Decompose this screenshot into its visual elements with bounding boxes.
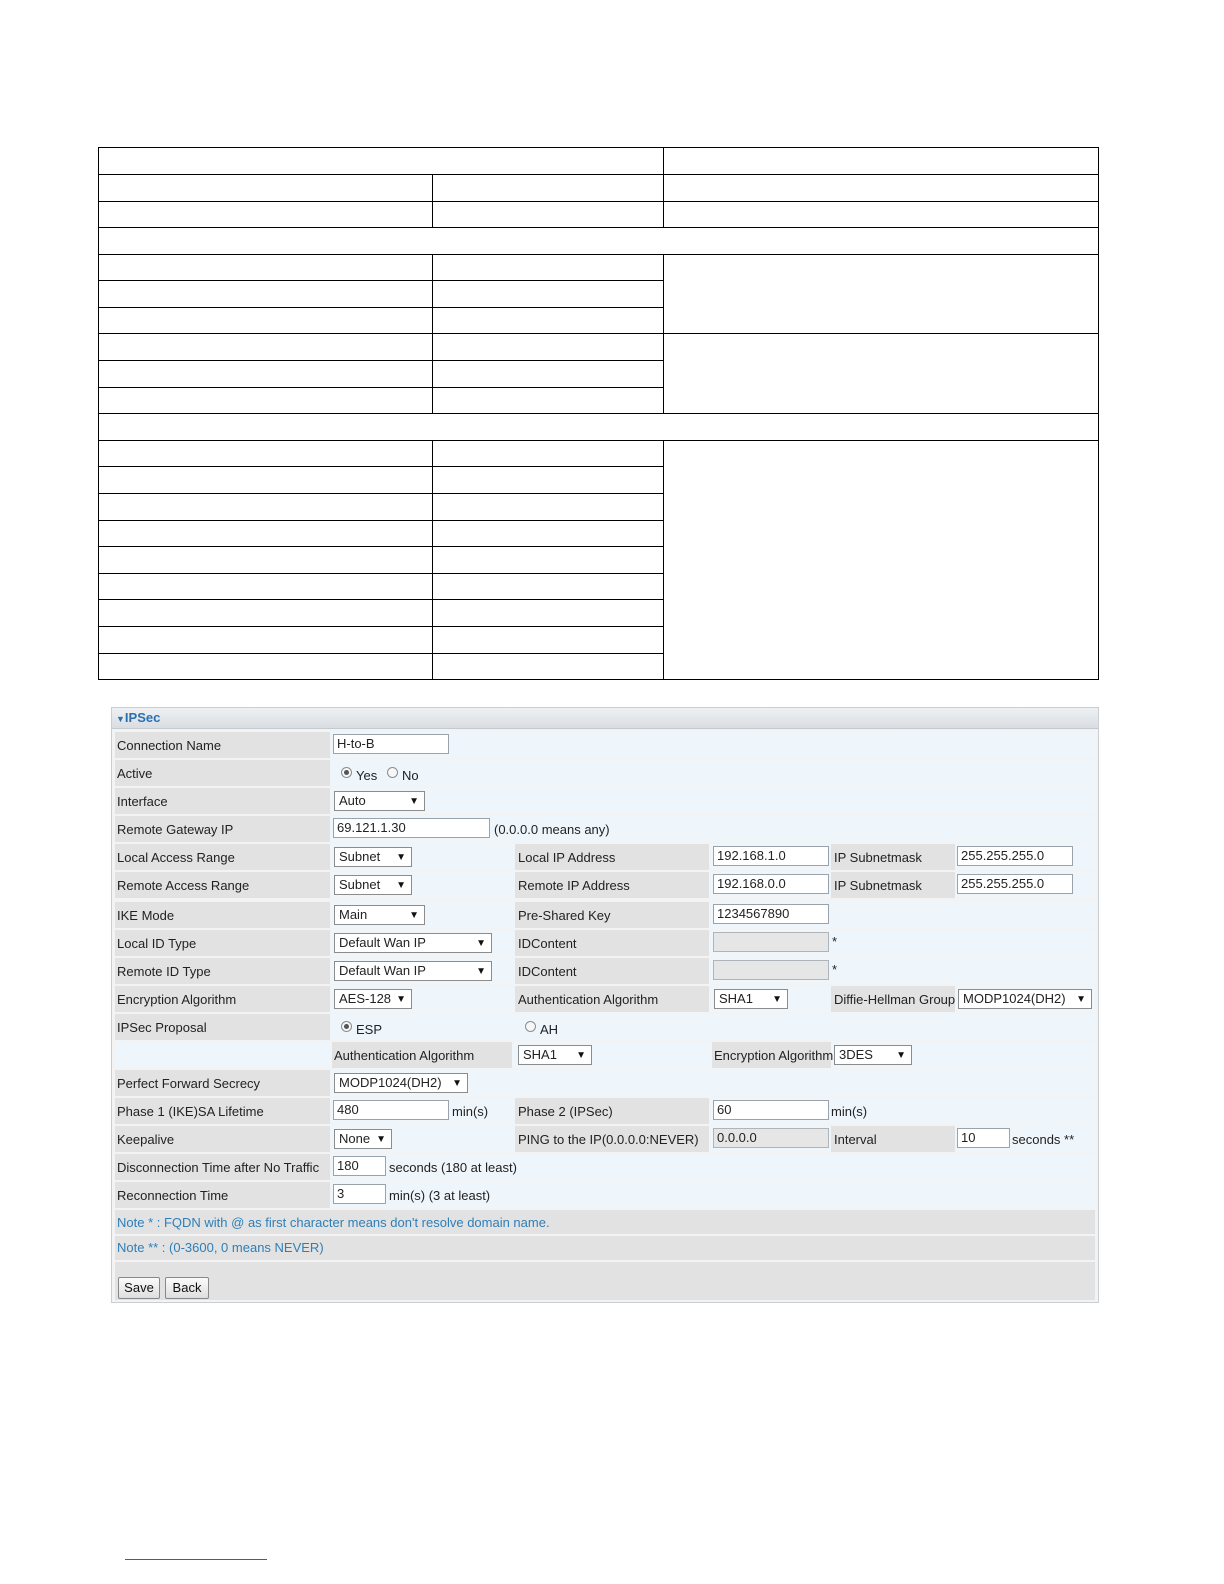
- table-rule: [98, 201, 1099, 202]
- table-rule: [432, 440, 433, 680]
- table-rule: [98, 227, 1099, 228]
- connection-name-label: Connection Name: [117, 738, 222, 753]
- row-interface: [115, 788, 1095, 814]
- active-no-radio[interactable]: [387, 767, 398, 778]
- proposal-label: IPSec Proposal: [117, 1020, 207, 1035]
- table-rule: [98, 493, 663, 494]
- remote-id-label: Remote ID Type: [117, 964, 211, 979]
- dropdown-arrow-icon: ▼: [409, 910, 419, 921]
- phase1-unit: min(s): [452, 1104, 489, 1119]
- table-rule: [432, 174, 433, 227]
- active-label: Active: [117, 766, 153, 781]
- dropdown-arrow-icon: ▼: [409, 796, 419, 807]
- proposal-ah-label: AH: [540, 1022, 559, 1037]
- table-rule: [98, 387, 663, 388]
- local-id-asterisk: *: [832, 934, 838, 949]
- table-rule: [98, 679, 1099, 680]
- dropdown-arrow-icon: ▼: [396, 994, 406, 1005]
- table-rule: [98, 626, 663, 627]
- dropdown-arrow-icon: ▼: [896, 1050, 906, 1061]
- table-rule: [98, 440, 1099, 441]
- table-rule: [98, 653, 663, 654]
- back-button[interactable]: Back: [165, 1277, 209, 1299]
- remote-mask-input[interactable]: 255.255.255.0: [957, 874, 1073, 894]
- interval-label: Interval: [834, 1132, 877, 1147]
- auth-alg-select[interactable]: SHA1 ▼: [714, 989, 788, 1009]
- table-rule: [663, 147, 664, 174]
- proposal-auth-label: Authentication Algorithm: [334, 1048, 475, 1063]
- local-access-select[interactable]: Subnet ▼: [334, 847, 412, 867]
- local-mask-label: IP Subnetmask: [834, 850, 922, 865]
- ipsec-header[interactable]: [112, 708, 1098, 729]
- dh-group-select[interactable]: MODP1024(DH2) ▼: [958, 989, 1092, 1009]
- interval-unit: seconds **: [1012, 1132, 1075, 1147]
- local-idcontent-label: IDContent: [518, 936, 577, 951]
- active-no-label: No: [402, 768, 419, 783]
- note-row-2: [115, 1236, 1095, 1260]
- remote-ip-input[interactable]: 192.168.0.0: [713, 874, 829, 894]
- row-proposal-sub: [115, 1042, 1095, 1068]
- section-title: IPSec: [124, 710, 161, 725]
- remote-id-asterisk: *: [832, 962, 838, 977]
- footer-underline: [125, 1559, 267, 1560]
- row-local-access: [115, 844, 1095, 870]
- remote-access-label: Remote Access Range: [117, 878, 250, 893]
- proposal-ah-radio[interactable]: [525, 1021, 536, 1032]
- proposal-enc-label: Encryption Algorithm: [714, 1048, 834, 1063]
- table-rule: [663, 254, 664, 413]
- disconnect-label: Disconnection Time after No Traffic: [117, 1160, 320, 1175]
- empty-grid-table: [98, 147, 1099, 680]
- encryption-label: Encryption Algorithm: [117, 992, 237, 1007]
- psk-label: Pre-Shared Key: [518, 908, 611, 923]
- table-rule: [98, 333, 1099, 334]
- dropdown-arrow-icon: ▼: [396, 880, 406, 891]
- proposal-esp-radio[interactable]: [341, 1021, 352, 1032]
- table-rule: [98, 147, 1099, 148]
- active-yes-radio[interactable]: [341, 767, 352, 778]
- row-connection-name: [115, 732, 1095, 758]
- row-local-id: [115, 930, 1095, 956]
- table-rule: [98, 573, 663, 574]
- dropdown-arrow-icon: ▼: [576, 1050, 586, 1061]
- note-fqdn: Note * : FQDN with @ as first character means don't resolve domain name.: [117, 1215, 550, 1230]
- local-ip-label: Local IP Address: [518, 850, 616, 865]
- table-rule: [663, 440, 664, 680]
- phase2-input[interactable]: 60: [713, 1100, 829, 1120]
- local-id-label: Local ID Type: [117, 936, 197, 951]
- keepalive-label: Keepalive: [117, 1132, 175, 1147]
- proposal-auth-select[interactable]: SHA1 ▼: [518, 1045, 592, 1065]
- encryption-select[interactable]: AES-128 ▼: [334, 989, 412, 1009]
- dropdown-arrow-icon: ▼: [476, 966, 486, 977]
- reconnect-hint: min(s) (3 at least): [389, 1188, 491, 1203]
- ike-mode-label: IKE Mode: [117, 908, 175, 923]
- table-rule: [98, 280, 663, 281]
- dropdown-arrow-icon: ▼: [476, 938, 486, 949]
- table-rule: [98, 520, 663, 521]
- reconnect-input[interactable]: 3: [333, 1184, 386, 1204]
- disconnect-hint: seconds (180 at least): [389, 1160, 517, 1175]
- row-encryption: [115, 986, 1095, 1012]
- remote-gateway-input[interactable]: 69.121.1.30: [333, 818, 490, 838]
- local-id-select[interactable]: Default Wan IP ▼: [334, 933, 492, 953]
- dropdown-arrow-icon: ▼: [452, 1078, 462, 1089]
- ping-input[interactable]: 0.0.0.0: [713, 1128, 829, 1148]
- proposal-enc-select[interactable]: 3DES ▼: [834, 1045, 912, 1065]
- reconnect-label: Reconnection Time: [117, 1188, 229, 1203]
- row-reconnect: [115, 1182, 1095, 1208]
- local-ip-input[interactable]: 192.168.1.0: [713, 846, 829, 866]
- table-rule: [432, 254, 433, 413]
- ipsec-panel: [111, 707, 1099, 1303]
- dh-group-label: Diffie-Hellman Group: [834, 992, 956, 1007]
- ping-label: PING to the IP(0.0.0.0:NEVER): [518, 1132, 699, 1147]
- table-rule: [98, 413, 1099, 414]
- local-mask-input[interactable]: 255.255.255.0: [957, 846, 1073, 866]
- table-rule: [98, 360, 663, 361]
- dropdown-arrow-icon: ▼: [376, 1134, 386, 1145]
- remote-mask-label: IP Subnetmask: [834, 878, 922, 893]
- collapse-triangle-icon: ▼: [116, 714, 125, 724]
- remote-idcontent-input[interactable]: [713, 960, 829, 980]
- interface-select[interactable]: Auto ▼: [334, 791, 425, 811]
- remote-id-select[interactable]: Default Wan IP ▼: [334, 961, 492, 981]
- local-access-label: Local Access Range: [117, 850, 235, 865]
- row-remote-access: [115, 872, 1095, 898]
- phase2-unit: min(s): [831, 1104, 868, 1119]
- row-remote-gateway: [115, 816, 1095, 842]
- table-rule: [663, 174, 664, 227]
- table-rule: [98, 254, 1099, 255]
- psk-input[interactable]: 1234567890: [713, 904, 829, 924]
- auth-alg-label: Authentication Algorithm: [518, 992, 659, 1007]
- remote-gateway-hint: (0.0.0.0 means any): [494, 822, 610, 837]
- dropdown-arrow-icon: ▼: [396, 852, 406, 863]
- table-rule: [98, 307, 663, 308]
- table-rule: [98, 466, 663, 467]
- dropdown-arrow-icon: ▼: [772, 994, 782, 1005]
- local-idcontent-input[interactable]: [713, 932, 829, 952]
- row-phase1: [115, 1098, 1095, 1124]
- phase2-label: Phase 2 (IPSec): [518, 1104, 613, 1119]
- phase1-input[interactable]: 480: [333, 1100, 449, 1120]
- note-range: Note ** : (0-3600, 0 means NEVER): [117, 1240, 324, 1255]
- row-pfs: [115, 1070, 1095, 1096]
- ike-mode-select[interactable]: Main ▼: [334, 905, 425, 925]
- remote-idcontent-label: IDContent: [518, 964, 577, 979]
- remote-ip-label: Remote IP Address: [518, 878, 630, 893]
- disconnect-input[interactable]: 180: [333, 1156, 386, 1176]
- row-active: [115, 760, 1095, 786]
- pfs-select[interactable]: MODP1024(DH2) ▼: [334, 1073, 468, 1093]
- remote-access-select[interactable]: Subnet ▼: [334, 875, 412, 895]
- interface-label: Interface: [117, 794, 168, 809]
- save-button[interactable]: Save: [118, 1277, 160, 1299]
- proposal-esp-label: ESP: [356, 1022, 383, 1037]
- note-row-1: [115, 1210, 1095, 1234]
- keepalive-select[interactable]: None ▼: [334, 1129, 392, 1149]
- dropdown-arrow-icon: ▼: [1076, 994, 1086, 1005]
- table-rule: [98, 546, 663, 547]
- phase1-label: Phase 1 (IKE)SA Lifetime: [117, 1104, 264, 1119]
- row-keepalive: [115, 1126, 1095, 1152]
- active-yes-label: Yes: [356, 768, 378, 783]
- row-ike-mode: [115, 902, 1095, 928]
- pfs-label: Perfect Forward Secrecy: [117, 1076, 261, 1091]
- table-rule: [98, 599, 663, 600]
- row-disconnect: [115, 1154, 1095, 1180]
- row-remote-id: [115, 958, 1095, 984]
- row-proposal: [115, 1014, 1095, 1040]
- table-rule: [98, 174, 1099, 175]
- interval-input[interactable]: 10: [957, 1128, 1010, 1148]
- connection-name-input[interactable]: H-to-B: [333, 734, 449, 754]
- remote-gateway-label: Remote Gateway IP: [117, 822, 234, 837]
- button-row: [115, 1262, 1095, 1300]
